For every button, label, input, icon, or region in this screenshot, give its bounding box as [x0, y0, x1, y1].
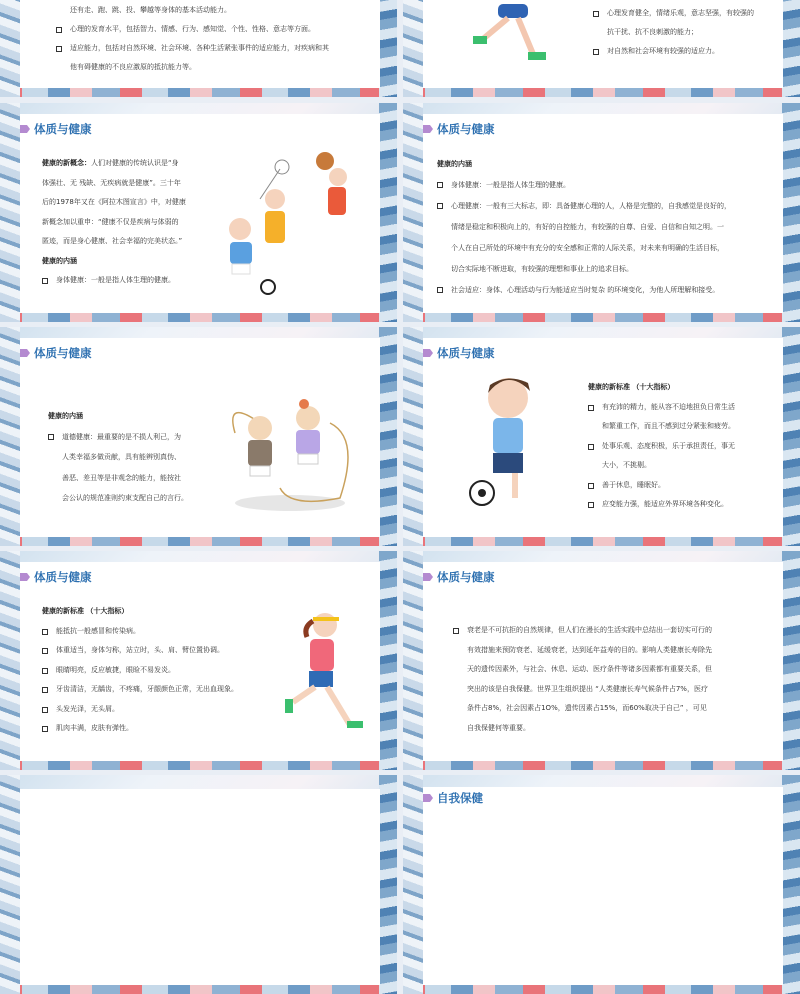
- checkbox-bullet-icon: [42, 726, 48, 732]
- bullet-item: 心理发育健全，情绪乐观，意志坚强，有较强的 抗干扰、抗不良刺激的能力；: [593, 4, 793, 42]
- section-heading: 健康的内涵: [437, 160, 472, 168]
- bullet-item: 善于休息，睡眠好。: [588, 476, 778, 496]
- checkbox-bullet-icon: [42, 687, 48, 693]
- slide-title: 体质与健康: [423, 569, 495, 585]
- slide-card: [20, 789, 380, 985]
- slide-thumbnail[interactable]: [0, 327, 397, 546]
- section-heading: 健康的新标准 （十大指标）: [588, 383, 675, 391]
- runner-illustration: [453, 0, 563, 74]
- bullet-item: 适应能力，包括对自然环境、社会环境、各种生活紧张事件的适应能力，对疾病和其 他有碍健康的不良应激原的抵抗能力等。: [56, 39, 386, 77]
- slide-card: [423, 562, 783, 761]
- bullet-item: 心理的发育水平，包括智力、情感、行为、感知觉、个性、性格、意志等方面。: [56, 20, 386, 39]
- checkbox-bullet-icon: [42, 707, 48, 713]
- bullet-item: 身体健康：一般是指人体生理的健康。: [42, 271, 222, 291]
- checkbox-bullet-icon: [56, 27, 62, 33]
- slide-title: 体质与健康: [423, 345, 495, 361]
- section-heading: 健康的新标准 （十大指标）: [42, 607, 129, 615]
- text-line: 还有走、跑、跳、投、攀越等身体的基本活动能力。: [70, 6, 231, 14]
- slide-thumbnail[interactable]: [403, 327, 800, 546]
- slide-card: [20, 114, 380, 313]
- checkbox-bullet-icon: [588, 444, 594, 450]
- bullet-item: 衰老是不可抗拒的自然规律，但人们在漫长的生活实践中总结出一套切实可行的 有效措施来预防衰老、延缓衰老，达到延年益寿的目的。影响人类健康长寿除先 天的遗传因素外，与社会、休息、运动、医疗条件等诸多因素都有重要关系，但 突出的该是自我保健。世界卫生组织提出 “人类健康长寿气候条件占7%，医疗 条件占8%，社会因素占1O%，遗传因素占15%，而60%取决于自己” ，可见 自我保健何等重要。: [453, 621, 773, 738]
- checkbox-bullet-icon: [437, 203, 443, 209]
- slide-thumbnail[interactable]: [0, 775, 397, 994]
- slide-thumbnail[interactable]: [403, 103, 800, 322]
- title-marker-icon: [20, 125, 30, 133]
- slide-thumbnail[interactable]: [403, 775, 800, 994]
- checkbox-bullet-icon: [593, 11, 599, 17]
- checkbox-bullet-icon: [588, 483, 594, 489]
- checkbox-bullet-icon: [48, 434, 54, 440]
- slide-card: [423, 0, 783, 88]
- checkbox-bullet-icon: [42, 629, 48, 635]
- jump-rope-illustration: [220, 398, 360, 513]
- slide-card: [20, 338, 380, 537]
- slide-title: 体质与健康: [20, 569, 92, 585]
- slide-thumbnail[interactable]: [403, 551, 800, 770]
- slide-card: [423, 787, 783, 985]
- slide-title: 体质与健康: [20, 345, 92, 361]
- checkbox-bullet-icon: [588, 502, 594, 508]
- woman-runner-illustration: [265, 607, 375, 757]
- bullet-item: 头发光泽，无头屑。: [42, 700, 282, 720]
- bullet-item: 体重适当，身体匀称，站立时，头、肩、臂位置协调。: [42, 641, 282, 661]
- checkbox-bullet-icon: [437, 182, 443, 188]
- section-heading: 健康的内涵: [48, 412, 83, 420]
- checkbox-bullet-icon: [42, 648, 48, 654]
- checkbox-bullet-icon: [56, 46, 62, 52]
- bullet-item: 对自然和社会环境有较强的适应力。: [593, 42, 793, 61]
- title-marker-icon: [423, 349, 433, 357]
- slide-card: [20, 0, 380, 88]
- title-marker-icon: [423, 125, 433, 133]
- slide-card: [423, 114, 783, 313]
- bullet-item: 道德健康：最重要的是不损人利己，为 人类幸福多做贡献，具有能辨别真伪、 善恶、差丑等是非观念的能力，能按社 会公认的规范准则约束支配自己的言行。: [48, 427, 223, 509]
- bullet-item: 有充沛的精力，能从容不迫地担负日常生活 和繁重工作，而且不感到过分紧张和疲劳。: [588, 398, 778, 437]
- checkbox-bullet-icon: [42, 278, 48, 284]
- slide-thumbnail[interactable]: [403, 0, 800, 97]
- bullet-item: 社会适应：身体、心理活动与行为能适应当时复杂 的环境变化，为他人所理解和接受。: [437, 280, 782, 301]
- kids-sports-illustration: [210, 149, 370, 299]
- checkbox-bullet-icon: [593, 49, 599, 55]
- checkbox-bullet-icon: [588, 405, 594, 411]
- slide-title: 体质与健康: [423, 121, 495, 137]
- bullet-item: 处事乐观、态度积极，乐于承担责任，事无 大小，不挑剔。: [588, 437, 778, 476]
- bullet-item: 能抵抗一般感冒和传染病。: [42, 622, 282, 642]
- section-heading: 健康的内涵: [42, 256, 77, 265]
- title-marker-icon: [423, 573, 433, 581]
- slide-thumbnail[interactable]: [0, 103, 397, 322]
- bullet-item: 身体健康：一般是指人体生理的健康。: [437, 175, 782, 196]
- concept-paragraph: 健康的新概念：人们对健康的传统认识是“身 体强壮、无 残缺、无疾病就是健康”。三十年 后的1978年又在《阿拉木图宣言》中，对健康 新概念加以重申：“健康不仅是疾病与体弱的 匿迹，而是身心健康、社会幸福的完美状态。”: [42, 159, 186, 245]
- bullet-item: 牙齿清洁，无龋齿，不疼痛，牙龈颜色正常，无出血现象。: [42, 680, 282, 700]
- slide-title: 体质与健康: [20, 121, 92, 137]
- bullet-item: 应变能力强，能适应外界环境各种变化。: [588, 495, 778, 515]
- bullet-item: 眼睛明亮，反应敏捷，眼睑不易发炎。: [42, 661, 282, 681]
- bullet-item: 心理健康：一般有三大标志，即：具备健康心理的人，人格是完整的，自我感觉是良好的， 情绪是稳定和积极向上的，有好的自控能力，有较强的自尊、自爱、自信和自知之明。一 个人在自己所处的环境中有充分的安全感和正常的人际关系，对未来有明确的生活目标， 切合实际地不断进取，有较强的理想和事业上的追求目标。: [437, 196, 782, 280]
- boy-soccer-illustration: [468, 373, 558, 508]
- title-marker-icon: [423, 794, 433, 802]
- slide-title: 自我保健: [423, 790, 483, 806]
- title-marker-icon: [20, 349, 30, 357]
- slide-thumbnail[interactable]: [0, 0, 397, 97]
- slide-card: [20, 562, 380, 761]
- bullet-item: 肌肉丰满，皮肤有弹性。: [42, 719, 282, 739]
- checkbox-bullet-icon: [453, 628, 459, 634]
- slide-card: [423, 338, 783, 537]
- checkbox-bullet-icon: [42, 668, 48, 674]
- checkbox-bullet-icon: [437, 287, 443, 293]
- slide-thumbnail[interactable]: [0, 551, 397, 770]
- title-marker-icon: [20, 573, 30, 581]
